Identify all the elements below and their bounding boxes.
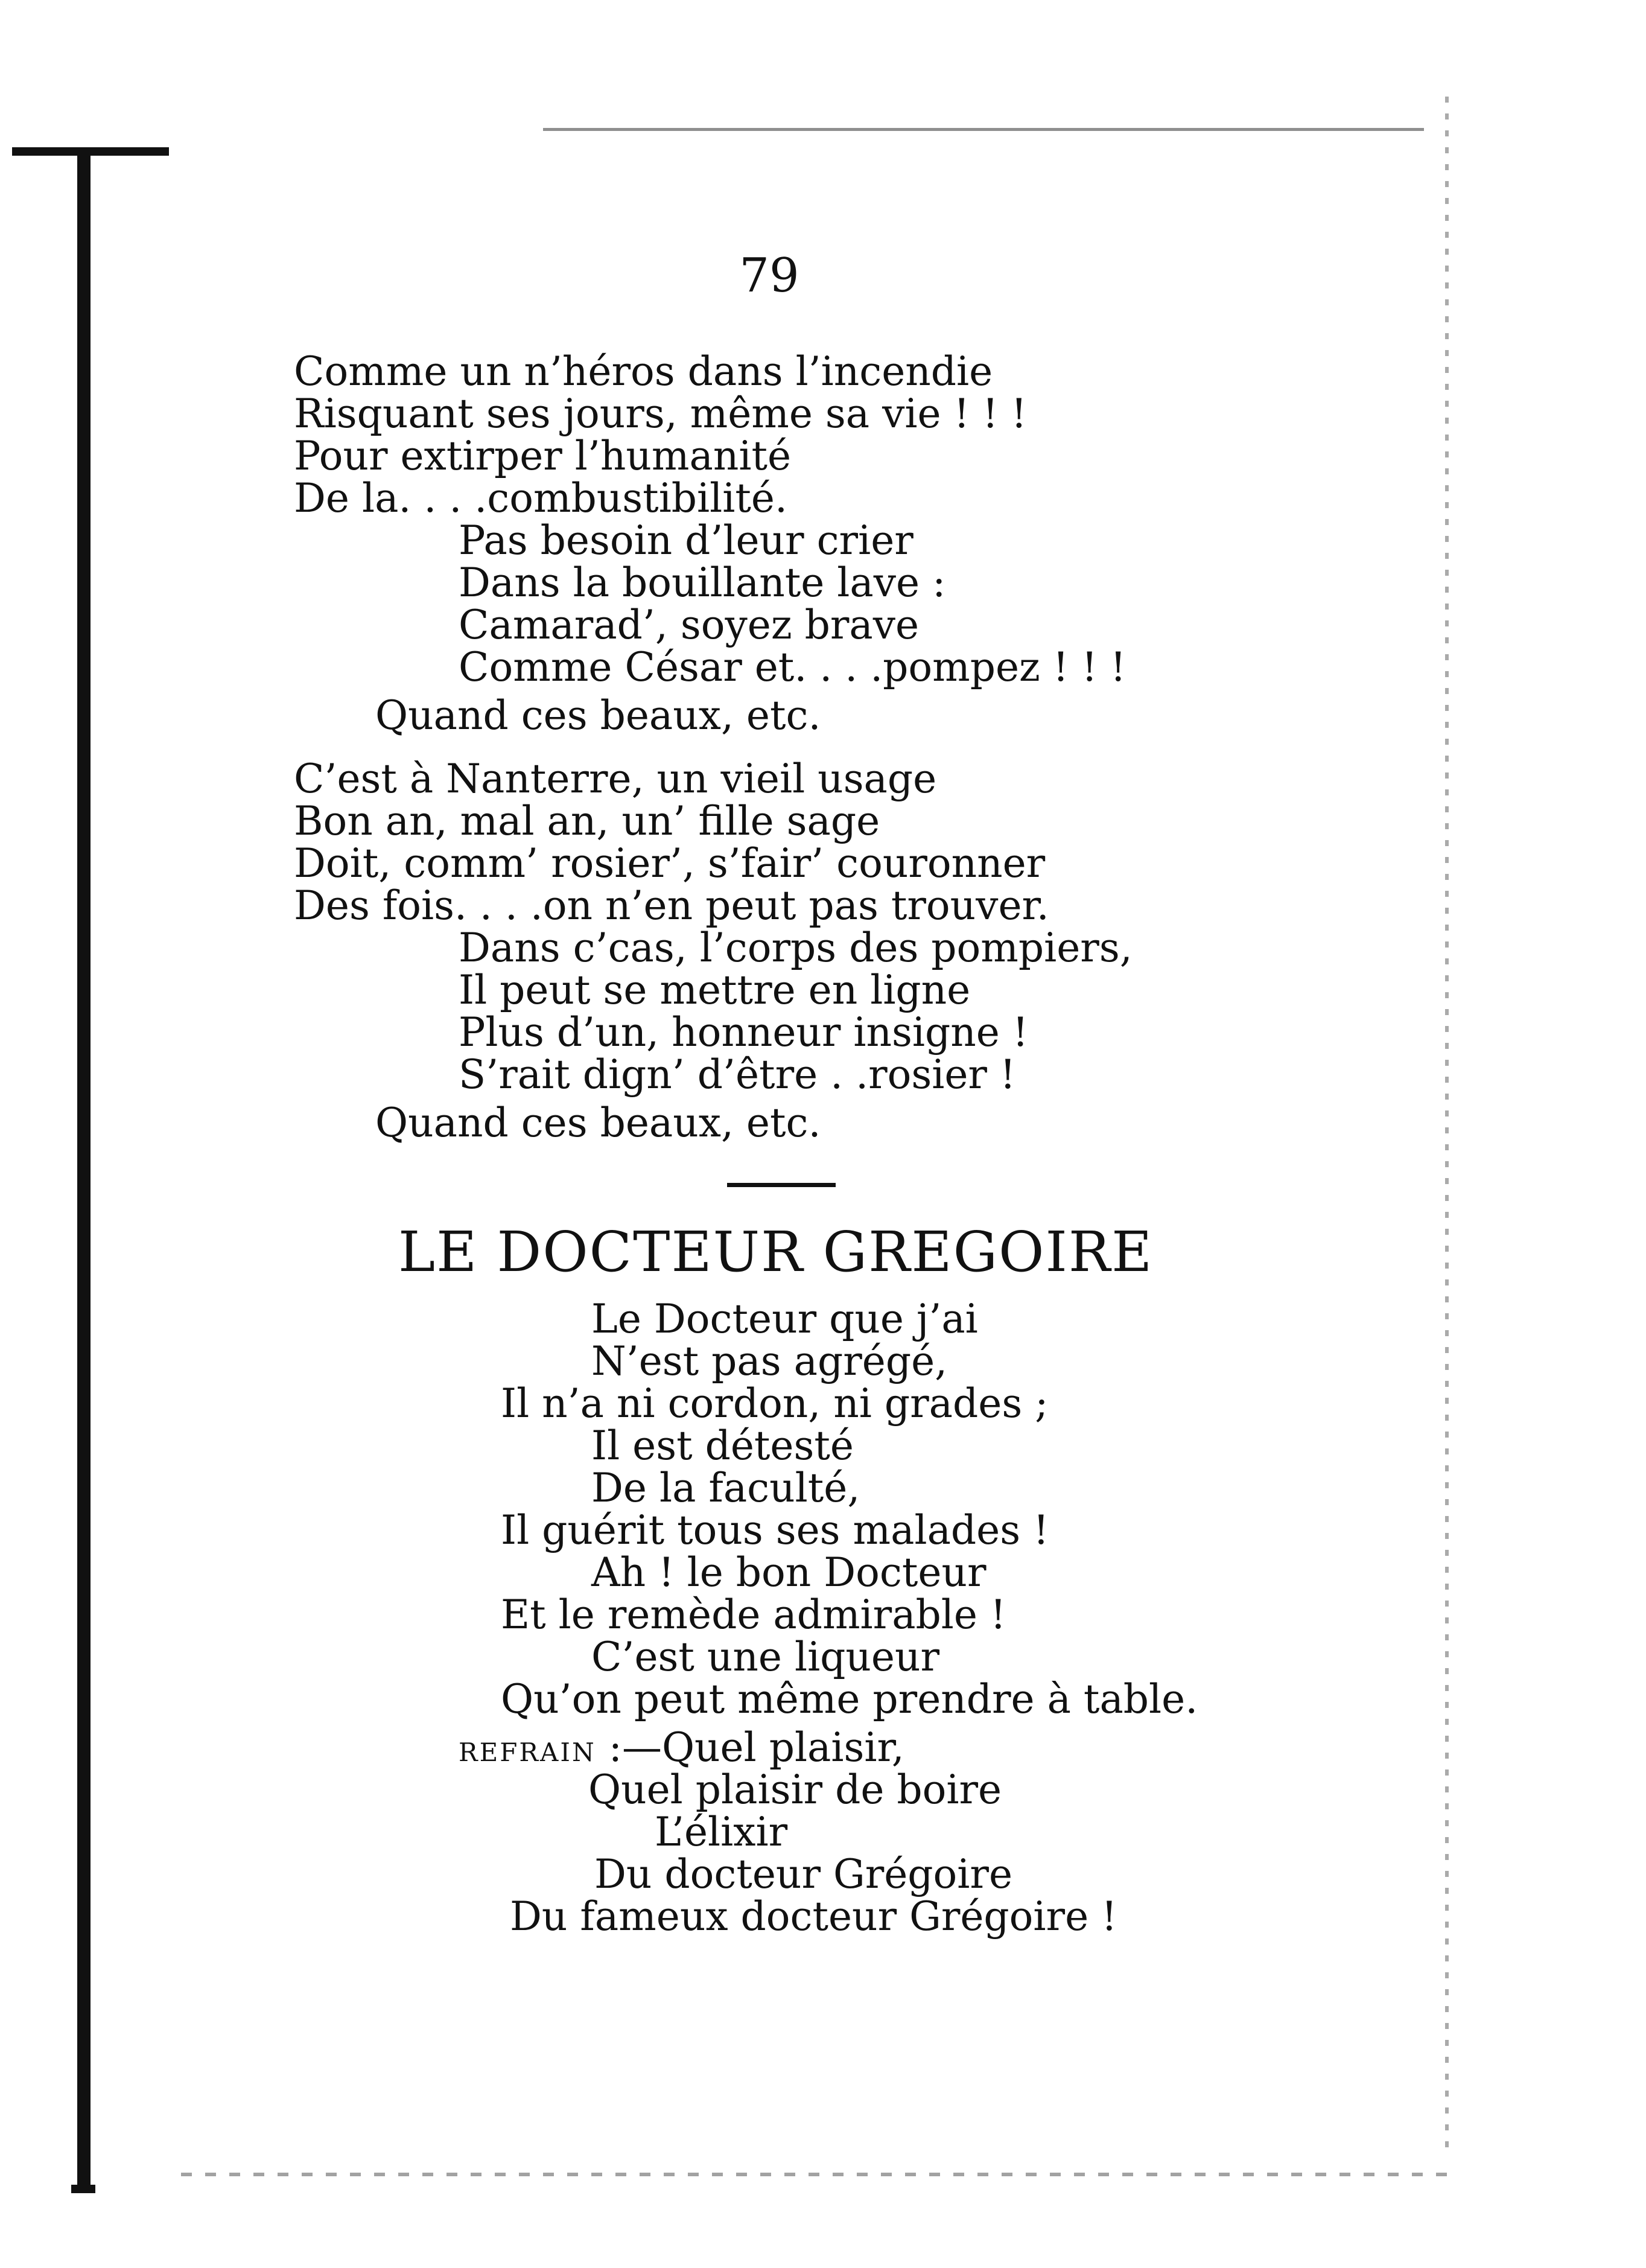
stanza-refrain-line: Quand ces beaux, etc.	[375, 692, 821, 739]
verse-line: Et le remède admirable !	[501, 1591, 1006, 1638]
stanza-line: Risquant ses jours, même sa vie ! ! !	[294, 390, 1028, 437]
stanza-line: Il peut se mettre en ligne	[459, 967, 971, 1013]
stanza-line: Camarad’, soyez brave	[459, 602, 920, 648]
top-scan-artifact	[543, 128, 1424, 131]
verse-line: De la faculté,	[591, 1465, 860, 1511]
stanza-line: Pour extirper l’humanité	[294, 433, 792, 479]
stanza-line: Plus d’un, honneur insigne !	[459, 1009, 1029, 1056]
bottom-scan-artifact	[181, 2173, 1448, 2176]
stanza-refrain-line: Quand ces beaux, etc.	[375, 1100, 821, 1146]
spine-foot	[71, 2185, 95, 2193]
verse-line: Le Docteur que j’ai	[591, 1296, 978, 1342]
page-number: 79	[739, 249, 799, 303]
section-divider	[727, 1183, 836, 1187]
song-title: LE DOCTEUR GREGOIRE	[398, 1220, 1154, 1284]
verse-line: Qu’on peut même prendre à table.	[501, 1676, 1198, 1722]
verse-line: Il guérit tous ses malades !	[501, 1507, 1049, 1553]
verse-line: C’est une liqueur	[591, 1634, 940, 1680]
stanza-line: S’rait dign’ d’être . .rosier !	[459, 1051, 1016, 1098]
stanza-line: Comme un n’héros dans l’incendie	[294, 348, 993, 395]
verse-line: Il n’a ni cordon, ni grades ;	[501, 1380, 1049, 1427]
verse-line: N’est pas agrégé,	[591, 1338, 948, 1384]
page-spine-shadow	[77, 150, 91, 2190]
right-edge-artifact	[1445, 97, 1449, 2149]
stanza-line: Dans c’cas, l’corps des pompiers,	[459, 925, 1133, 971]
top-left-rule	[12, 147, 169, 156]
refrain-line: Du fameux docteur Grégoire !	[510, 1893, 1117, 1940]
stanza-line: Bon an, mal an, un’ fille sage	[294, 798, 880, 844]
verse-line: Ah ! le bon Docteur	[591, 1549, 987, 1596]
refrain-line: Quel plaisir de boire	[588, 1766, 1002, 1813]
refrain-line: L’élixir	[655, 1809, 788, 1855]
stanza-line: De la. . . .combustibilité.	[294, 475, 787, 521]
stanza-line: Comme César et. . . .pompez ! ! !	[459, 644, 1126, 690]
stanza-line: Des fois. . . .on n’en peut pas trouver.	[294, 882, 1049, 929]
refrain-line: Du docteur Grégoire	[594, 1851, 1012, 1897]
stanza-line: C’est à Nanterre, un vieil usage	[294, 756, 937, 802]
stanza-line: Pas besoin d’leur crier	[459, 517, 914, 564]
refrain-line: :—Quel plaisir,	[608, 1724, 904, 1771]
refrain-label: REFRAIN	[459, 1738, 596, 1767]
verse-line: Il est détesté	[591, 1422, 854, 1469]
stanza-line: Doit, comm’ rosier’, s’fair’ couronner	[294, 840, 1046, 887]
stanza-line: Dans la bouillante lave :	[459, 559, 946, 606]
